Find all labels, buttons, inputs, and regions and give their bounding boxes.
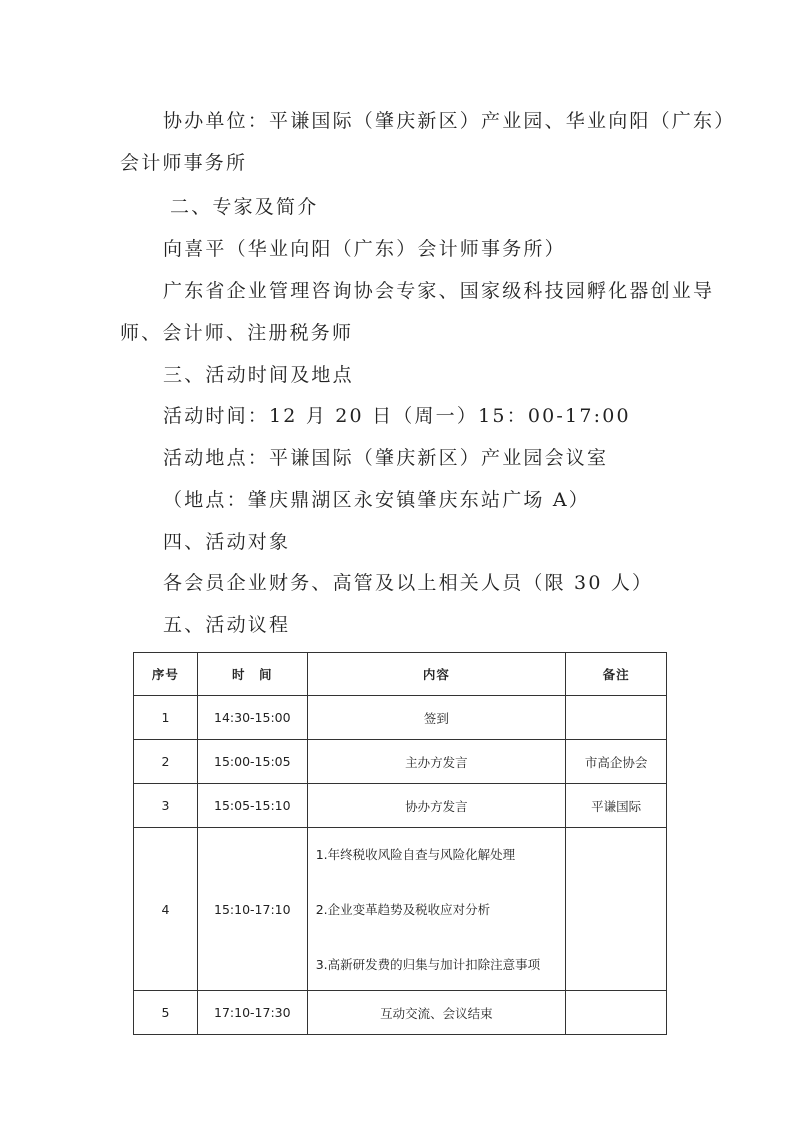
row-note [566, 991, 667, 1035]
row-no: 3 [134, 784, 198, 828]
row-no: 4 [134, 828, 198, 991]
section-heading-time-place: 三、活动时间及地点 [163, 364, 354, 386]
section-heading-experts: 二、专家及简介 [170, 196, 319, 218]
agenda-table [133, 652, 667, 1035]
section-heading-audience: 四、活动对象 [163, 531, 291, 553]
row-time: 14:30-15:00 [197, 696, 307, 740]
content-item: 2.企业变革趋势及税收应对分析 [315, 901, 491, 917]
row-note: 市高企协会 [566, 740, 667, 784]
row-no: 2 [134, 740, 198, 784]
row-content: 互动交流、会议结束 [307, 991, 565, 1035]
row-time: 15:10-17:10 [197, 828, 307, 991]
row-time: 15:00-15:05 [197, 740, 307, 784]
header-note: 备注 [566, 653, 667, 696]
row-no: 1 [134, 696, 198, 740]
content-item: 3.高新研发费的归集与加计扣除注意事项 [315, 956, 541, 972]
expert-bio-cont: 师、会计师、注册税务师 [120, 322, 354, 344]
expert-bio: 广东省企业管理咨询协会专家、国家级科技园孵化器创业导 [163, 280, 715, 302]
row-content: 签到 [307, 696, 565, 740]
row-time: 15:05-15:10 [197, 784, 307, 828]
co-organizer-line: 协办单位：平谦国际（肇庆新区）产业园、华业向阳（广东） [163, 110, 736, 132]
co-organizer-line-cont: 会计师事务所 [120, 152, 248, 174]
row-content: 主办方发言 [307, 740, 565, 784]
event-venue: 活动地点：平谦国际（肇庆新区）产业园会议室 [163, 447, 609, 469]
audience-text: 各会员企业财务、高管及以上相关人员（限 30 人） [163, 572, 654, 594]
expert-name: 向喜平（华业向阳（广东）会计师事务所） [163, 238, 566, 260]
table-row [134, 784, 667, 828]
row-note [566, 696, 667, 740]
header-content: 内容 [307, 653, 565, 696]
table-row [134, 828, 667, 991]
event-address: （地点：肇庆鼎湖区永安镇肇庆东站广场 A） [163, 489, 590, 511]
row-no: 5 [134, 991, 198, 1035]
row-content: 协办方发言 [307, 784, 565, 828]
section-heading-agenda: 五、活动议程 [163, 614, 291, 636]
event-time: 活动时间：12 月 20 日（周一）15：00-17:00 [163, 405, 631, 427]
table-row [134, 696, 667, 740]
content-item: 1.年终税收风险自查与风险化解处理 [315, 846, 516, 862]
table-row [134, 991, 667, 1035]
row-content-list [307, 828, 565, 991]
table-header-row [134, 653, 667, 696]
row-time: 17:10-17:30 [197, 991, 307, 1035]
table-row [134, 740, 667, 784]
row-note [566, 828, 667, 991]
row-note: 平谦国际 [566, 784, 667, 828]
header-no: 序号 [134, 653, 198, 696]
header-time: 时 间 [197, 653, 307, 696]
